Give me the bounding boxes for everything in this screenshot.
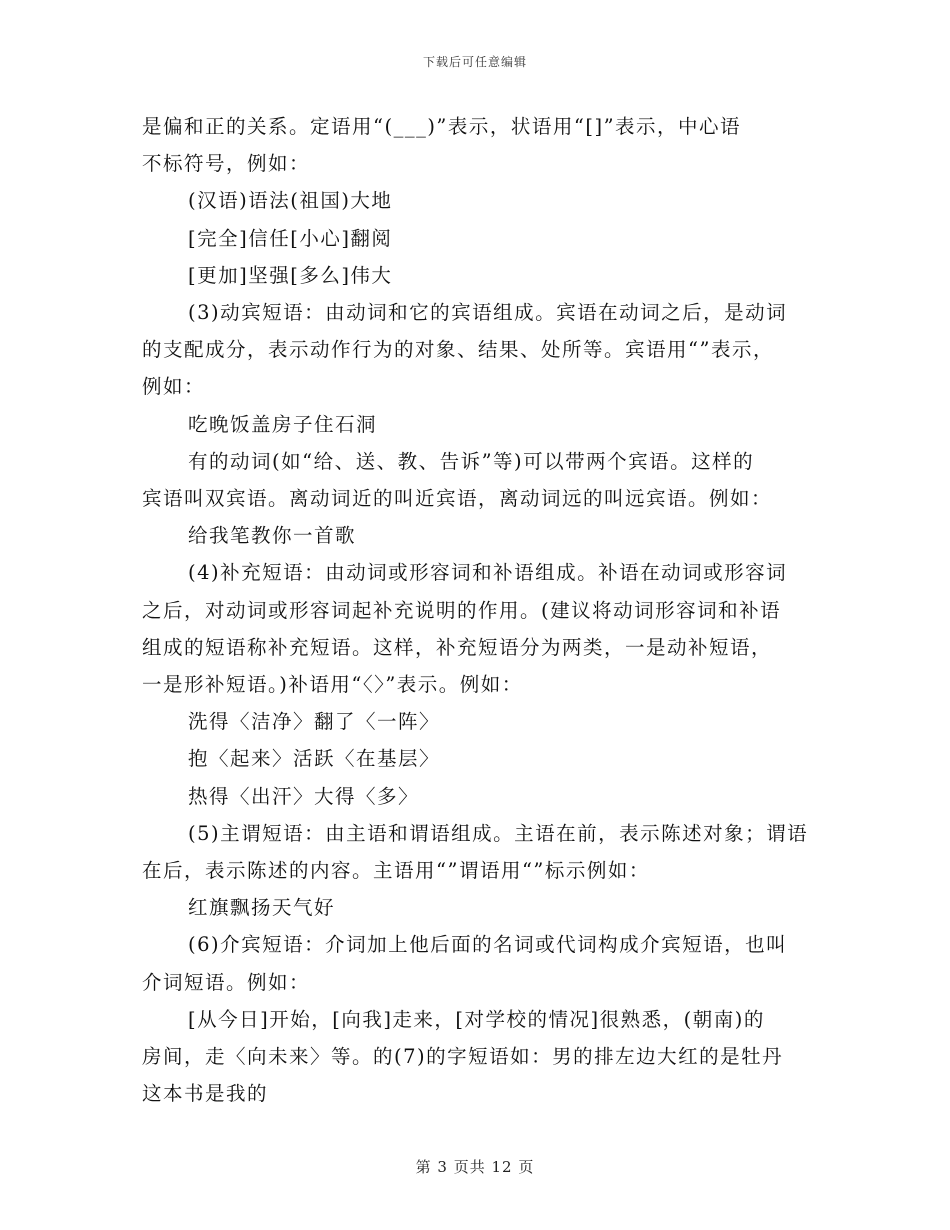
text-line: 宾语叫双宾语。离动词近的叫近宾语，离动词远的叫远宾语。例如：: [142, 487, 773, 511]
text-line: 不标符号，例如：: [142, 152, 311, 176]
text-line: [更加]坚强[多么]伟大: [188, 263, 393, 287]
text-line: (3)动宾短语：由动词和它的宾语组成。宾语在动词之后，是动词: [188, 301, 788, 325]
text-line: 的支配成分，表示动作行为的对象、结果、处所等。宾语用“”表示，: [142, 338, 774, 362]
text-line: 组成的短语称补充短语。这样，补充短语分为两类，一是动补短语，: [142, 635, 773, 659]
text-line: 在后，表示陈述的内容。主语用“”谓语用“”标示例如：: [142, 859, 650, 883]
text-line: 房间，走〈向未来〉等。的(7)的字短语如：男的排左边大红的是牡丹: [142, 1045, 784, 1069]
text-line: 一是形补短语。)补语用“〈〉”表示。例如：: [142, 673, 523, 697]
page-number-footer: 第 3 页共 12 页: [415, 1158, 535, 1176]
text-line: 之后，对动词或形容词起补充说明的作用。(建议将动词形容词和补语: [142, 598, 782, 622]
text-line: [从今日]开始，[向我]走来，[对学校的情况]很熟悉，(朝南)的: [188, 1007, 765, 1031]
text-line: (4)补充短语：由动词或形容词和补语组成。补语在动词或形容词: [188, 561, 788, 585]
text-line: 有的动词(如“给、送、教、告诉”等)可以带两个宾语。这样的: [188, 449, 755, 473]
text-line: 吃晚饭盖房子住石洞: [188, 412, 378, 436]
text-line: 洗得〈洁净〉翻了〈一阵〉: [188, 710, 441, 734]
text-line: 例如：: [142, 375, 206, 399]
text-line: [完全]信任[小心]翻阅: [188, 226, 393, 250]
text-line: 这本书是我的: [142, 1082, 269, 1106]
text-line: (汉语)语法(祖国)大地: [188, 189, 393, 213]
page-header: 下载后可任意编辑: [422, 55, 527, 69]
text-line: (6)介宾短语：介词加上他后面的名词或代词构成介宾短语，也叫: [188, 933, 788, 957]
text-line: 介词短语。例如：: [142, 970, 311, 994]
text-line: (5)主谓短语：由主语和谓语组成。主语在前，表示陈述对象；谓语: [188, 821, 809, 845]
text-line: 热得〈出汗〉大得〈多〉: [188, 784, 420, 808]
text-line: 是偏和正的关系。定语用“(___)”表示，状语用“[]”表示，中心语: [142, 115, 742, 138]
text-line: 抱〈起来〉活跃〈在基层〉: [188, 747, 441, 771]
document-body: [142, 108, 810, 1112]
text-line: 红旗飘扬天气好: [188, 896, 336, 920]
text-line: 给我笔教你一首歌: [188, 524, 357, 548]
